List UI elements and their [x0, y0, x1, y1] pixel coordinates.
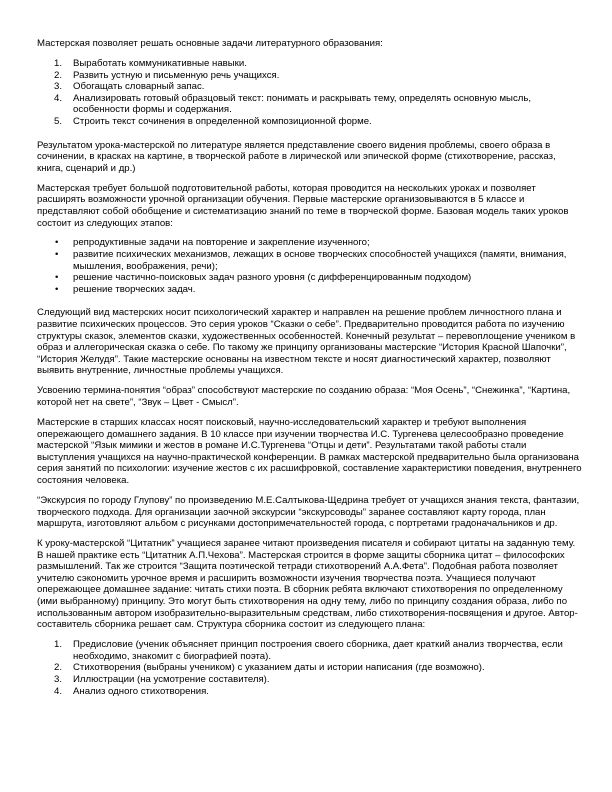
list-item-text: развитие психических механизмов, лежащих в основе творческих способностей учащихся (памяти, внимания, мышления, воображения, речи);	[73, 249, 567, 272]
list-item	[54, 58, 583, 70]
list-item	[54, 686, 583, 698]
list-number: 3.	[54, 81, 63, 93]
list-item	[54, 93, 583, 116]
psych-paragraph: Следующий вид мастерских носит психологический характер и направлен на решение проблем личностного плана и развитие психических процессов. Это серия уроков “Сказки о себе”. Предварительно проводится работа по изучению структуры сказок, элементов сказки, художественных особенностей. Конечный результат – перевоплощение учеником в образ и аллегорическая сказка о себе. По такому же принципу организованы мастерские “История Красной Шапочки”, “История Желудя”. Такие мастерские основаны на известном тексте и носят диагностический характер, позволяют выявить внутренние, личностные проблемы учащихся.	[37, 307, 576, 377]
list-item	[54, 249, 583, 272]
list-item-text: Предисловие (ученик объясняет принцип построения своего сборника, дает краткий анализ творчества, если необходимо, знакомит с биографией поэта).	[73, 639, 563, 662]
list-item-text: Выработать коммуникативные навыки.	[73, 57, 247, 69]
bullet-icon: •	[55, 283, 59, 295]
list-item	[54, 237, 583, 249]
intro-paragraph: Мастерская позволяет решать основные задачи литературного образования:	[37, 38, 383, 49]
list-item-text: Иллюстрации (на усмотрение составителя).	[73, 674, 270, 686]
list-number: 3.	[54, 674, 63, 686]
list-number: 4.	[54, 92, 63, 104]
list-item-text: решение частично-поисковых задач разного уровня (с дифференцированным подходом)	[73, 272, 472, 284]
image-paragraph: Усвоению термина-понятия “образ” способствуют мастерские по созданию образа: “Моя Осень”, “Снежинка”, “Картина, которой нет на свете”, “Звук – Цвет - Смысл”.	[37, 385, 571, 408]
list-item	[54, 662, 583, 674]
list-item	[54, 639, 583, 662]
list-number: 1.	[54, 57, 63, 69]
senior-classes-paragraph: Мастерские в старших классах носят поисковый, научно-исследовательский характер и требуют выполнения опережающего домашнего задания. В 10 классе при изучении творчества И.С. Тургенева целесообразно проведение мастерской “Язык мимики и жестов в романе И.С.Тургенева “Отцы и дети”. Результатами такой работы стали выступления учащихся на научно-практической конференции. В рамках мастерской предварительно была организована серия занятий по психологии: изучение жестов с их расшифровкой, составление характеристики поведения, внутреннего состояния человека.	[37, 416, 582, 486]
plan-list	[37, 639, 583, 697]
list-number: 1.	[54, 639, 63, 651]
list-item	[54, 674, 583, 686]
list-item-text: решение творческих задач.	[73, 283, 196, 295]
list-item-text: Анализ одного стихотворения.	[73, 685, 209, 697]
list-item	[54, 284, 583, 296]
list-number: 2.	[54, 662, 63, 674]
list-item-text: Строить текст сочинения в определенной композиционной форме.	[73, 115, 372, 127]
bullet-icon: •	[55, 237, 59, 249]
stages-list	[37, 237, 583, 295]
result-paragraph: Результатом урока-мастерской по литературе является представление своего видения проблемы, своего образа в сочинении, в красках на картине, в творческой работе в лирической или эпической форме (стихотворение, рассказ, книга, сценарий и др.)	[37, 139, 556, 174]
citatnik-paragraph: К уроку-мастерской “Цитатник” учащиеся заранее читают произведения писателя и собирают цитаты на заданную тему. В нашей практике есть “Цитатник А.П.Чехова”. Мастерская строится в форме защиты сборника цитат – философских размышлений. Так же строится “Защита поэтической тетради стихотворений А.А.Фета”. Подобная работа позволяет учителю сэкономить урочное время и расширить возможности изучения творчества поэта. Учащиеся получают опережающее домашнее задание: читать стихи поэта. В сборник ребята включают стихотворения по определенному (ими выбранному) принципу. Это могут быть стихотворения на одну тему, либо по принципу создания образа, либо по использованным автором изобразительно-выразительным средствам, либо стихотворения-посвящения и другое. Автор-составитель сборника решает сам. Структура сборника состоит из следующего плана:	[37, 538, 578, 631]
document-page	[37, 38, 583, 706]
list-item-text: Развить устную и письменную речь учащихся.	[73, 69, 280, 81]
list-item	[54, 70, 583, 82]
list-number: 4.	[54, 685, 63, 697]
list-item-text: репродуктивные задачи на повторение и закрепление изученного;	[73, 237, 370, 249]
list-item-text: Анализировать готовый образцовый текст: понимать и раскрывать тему, определять основную мысль, особенности формы и содержания.	[73, 92, 531, 116]
list-number: 2.	[54, 69, 63, 81]
bullet-icon: •	[55, 272, 59, 284]
list-item	[54, 272, 583, 284]
list-number: 5.	[54, 115, 63, 127]
list-item	[54, 81, 583, 93]
list-item-text: Обогащать словарный запас.	[73, 81, 205, 93]
excursion-paragraph: “Экскурсия по городу Глупову” по произведению М.Е.Салтыкова-Щедрина требует от учащихся знания текста, фантазии, творческого подхода. Для организации заочной экскурсии “экскурсоводы” заранее составляют карту города, план маршрута, изготовляют альбом с рисунками достопримечательностей города, с портретами градоначальников и др.	[37, 494, 580, 530]
list-item-text: Стихотворения (выбраны учеником) с указанием даты и истории написания (где возможно).	[73, 662, 485, 674]
preparation-paragraph: Мастерская требует большой подготовительной работы, которая проводится на нескольких уроках и позволяет расширять возможности урочной организации обучения. Первые мастерские организовываются в 5 классе и представляют собой обобщение и систематизацию знаний по теме в творческой форме. Базовая модель таких уроков состоит из следующих этапов:	[37, 182, 569, 229]
list-item	[54, 116, 583, 128]
tasks-list	[37, 58, 583, 128]
bullet-icon: •	[55, 249, 59, 261]
